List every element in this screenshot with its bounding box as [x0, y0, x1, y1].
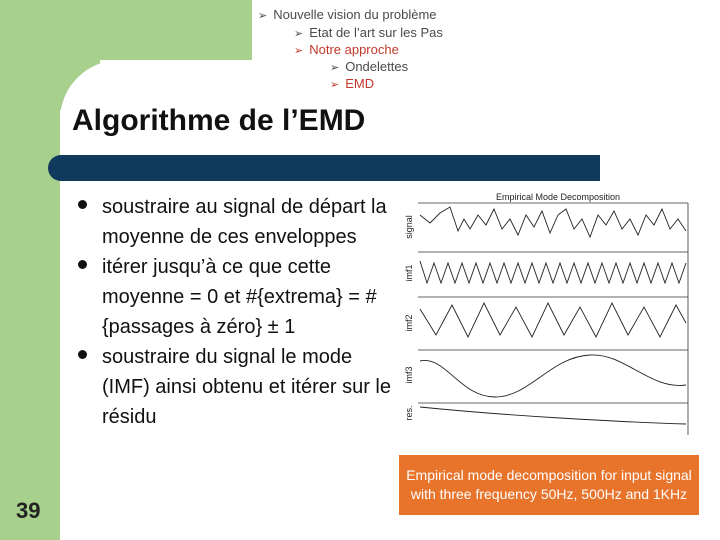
nav-item-nouvelle-vision[interactable]: ➢ Nouvelle vision du problème: [258, 6, 437, 25]
bullet-dot-icon: [78, 260, 87, 269]
arrow-bullet-icon: ➢: [330, 62, 340, 74]
arrow-bullet-icon: ➢: [294, 28, 304, 40]
bullet-dot-icon: [78, 200, 87, 209]
corner-fill: [100, 60, 252, 110]
slide-title: Algorithme de l’EMD: [72, 104, 366, 137]
nav-item-emd[interactable]: ➢ EMD: [330, 75, 374, 94]
row-label-signal: signal: [404, 215, 414, 239]
bullet-item: itérer jusqu’à ce que cette moyenne = 0 et #{extrema} = #{passages à zéro} ± 1: [74, 252, 394, 342]
bullet-item: soustraire du signal le mode (IMF) ainsi obtenu et itérer sur le résidu: [74, 342, 394, 432]
residue-trace: [420, 407, 686, 424]
nav-item-etat-de-lart[interactable]: ➢ Etat de l’art sur les Pas: [294, 24, 443, 43]
row-label-imf1: imf1: [404, 264, 414, 282]
signal-trace: [420, 207, 686, 237]
arrow-bullet-icon: ➢: [330, 79, 340, 91]
title-underline-bar: [48, 155, 600, 181]
arrow-bullet-icon: ➢: [294, 45, 304, 57]
imf2-trace: [420, 303, 686, 337]
row-label-residue: res.: [404, 405, 414, 421]
row-label-imf2: imf2: [404, 314, 414, 332]
row-label-imf3: imf3: [404, 366, 414, 384]
emd-figure: [400, 185, 700, 440]
arrow-bullet-icon: ➢: [258, 10, 268, 22]
figure-title: Empirical Mode Decomposition: [496, 192, 621, 202]
bullet-list: [74, 192, 394, 432]
bullet-dot-icon: [78, 350, 87, 359]
figure-caption: Empirical mode decomposition for input signal with three frequency 50Hz, 500Hz and 1KHz: [399, 455, 699, 515]
nav-item-ondelettes[interactable]: ➢ Ondelettes: [330, 58, 408, 77]
bullet-item: soustraire au signal de départ la moyenne de ces enveloppes: [74, 192, 394, 252]
imf3-trace: [420, 355, 686, 397]
nav-item-notre-approche[interactable]: ➢ Notre approche: [294, 41, 399, 60]
emd-plot: [400, 185, 700, 440]
page-number: 39: [16, 498, 41, 523]
imf1-trace: [420, 261, 686, 283]
